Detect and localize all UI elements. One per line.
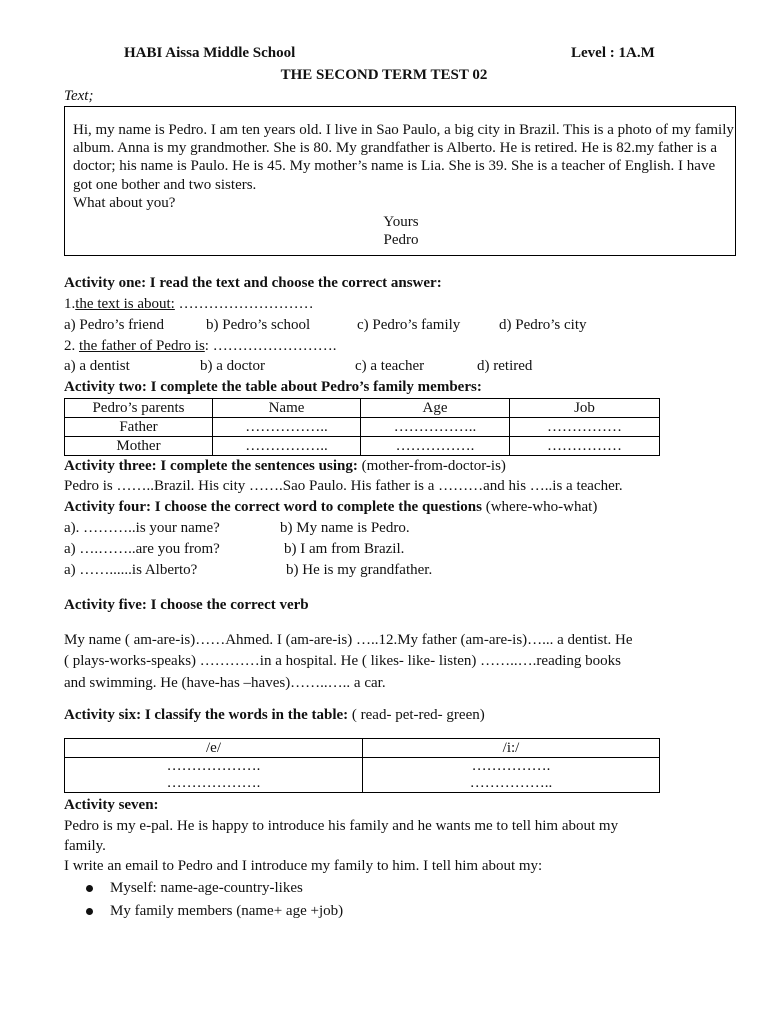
test-title: THE SECOND TERM TEST 02	[280, 67, 488, 83]
table-row	[65, 418, 660, 437]
a4-answer-2: b) I am from Brazil.	[284, 541, 405, 557]
table-row	[65, 758, 660, 793]
q2-dots: : …………………….	[204, 338, 337, 354]
a4-answer-3: b) He is my grandfather.	[286, 562, 433, 578]
header-parents: Pedro’s parents	[65, 399, 213, 418]
row-label-mother: Mother	[65, 437, 213, 456]
activity-seven-title: Activity seven:	[64, 797, 159, 813]
mother-age-blank: …………….	[361, 437, 510, 456]
activity-one-title: Activity one: I read the text and choose the correct answer:	[64, 275, 442, 291]
row-label-father: Father	[65, 418, 213, 437]
a4-question-3: a) ……......is Alberto?	[64, 562, 198, 578]
reading-closing: Yours	[383, 214, 419, 230]
q1-option-a: a) Pedro’s friend	[64, 317, 164, 333]
q1-number: 1.	[64, 296, 76, 312]
activity-four-heading	[64, 498, 597, 516]
a5-line-1: My name ( am-are-is)……Ahmed. I (am-are-is) …..12.My father (am-are-is)…... a dentist. He	[64, 632, 633, 648]
header-job: Job	[510, 399, 660, 418]
header-e-sound: /e/	[65, 739, 363, 758]
a5-line-3: and swimming. He (have-has –haves)……..….. a car.	[64, 675, 386, 691]
a7-intro-line-2: family.	[64, 838, 106, 854]
a4-question-1: a). ………..is your name?	[64, 520, 220, 536]
activity-four-title: Activity four: I choose the correct word to complete the questions	[64, 499, 482, 515]
a4-question-2: a) ….……..are you from?	[64, 541, 220, 557]
family-members-table	[64, 398, 660, 456]
activity-one-q1	[64, 295, 314, 313]
a7-intro-line-1: Pedro is my e-pal. He is happy to introduce his family and he wants me to tell him about my	[64, 818, 619, 834]
a7-bullet-2: My family members (name+ age +job)	[110, 903, 344, 919]
reading-text-box	[64, 106, 736, 256]
q2-number: 2.	[64, 338, 79, 354]
i-blank-1: …………….	[471, 758, 551, 774]
q1-dots: ………………………	[174, 296, 314, 312]
mother-job-blank: ……………	[510, 437, 660, 456]
header-age: Age	[361, 399, 510, 418]
q2-option-c: c) a teacher	[355, 358, 425, 374]
q2-option-d: d) retired	[477, 358, 533, 374]
q2-label: the father of Pedro is	[79, 338, 205, 354]
q1-option-d: d) Pedro’s city	[499, 317, 587, 333]
q2-option-a: a) a dentist	[64, 358, 130, 374]
table-header-row	[65, 399, 660, 418]
activity-six-title: Activity six: I classify the words in the table:	[64, 707, 349, 723]
q1-option-c: c) Pedro’s family	[357, 317, 461, 333]
q2-option-b: b) a doctor	[200, 358, 265, 374]
i-blank-2: ……………..	[469, 775, 553, 791]
mother-name-blank: ……………..	[213, 437, 361, 456]
a7-instruction: I write an email to Pedro and I introduce my family to him. I tell him about my:	[64, 858, 543, 874]
i-sound-cell	[363, 758, 660, 793]
e-sound-cell	[65, 758, 363, 793]
bullet-icon	[86, 908, 93, 915]
activity-three-words: (mother-from-doctor-is)	[357, 458, 506, 474]
header-i-sound: /i:/	[363, 739, 660, 758]
header-name: Name	[213, 399, 361, 418]
a4-answer-1: b) My name is Pedro.	[280, 520, 410, 536]
activity-three-heading	[64, 457, 506, 475]
activity-two-title: Activity two: I complete the table about Pedro’s family members:	[64, 379, 482, 395]
activity-six-heading	[64, 706, 485, 724]
text-label: Text;	[64, 88, 94, 104]
e-blank-2: ……………….	[166, 775, 261, 791]
bullet-icon	[86, 885, 93, 892]
father-job-blank: ……………	[510, 418, 660, 437]
sounds-table	[64, 738, 660, 793]
q1-option-b: b) Pedro’s school	[206, 317, 311, 333]
activity-four-words: (where-who-what)	[481, 499, 598, 515]
activity-three-sentence: Pedro is ……..Brazil. His city …….Sao Paulo. His father is a ………and his …..is a teacher.	[64, 478, 623, 494]
activity-five-title: Activity five: I choose the correct verb	[64, 597, 309, 613]
level-label: Level : 1A.M	[571, 45, 655, 61]
table-row	[65, 437, 660, 456]
activity-three-title: Activity three: I complete the sentences using:	[64, 458, 358, 474]
school-name: HABI Aissa Middle School	[124, 45, 296, 61]
sounds-header-row	[65, 739, 660, 758]
a7-bullet-1: Myself: name-age-country-likes	[110, 880, 303, 896]
father-name-blank: ……………..	[213, 418, 361, 437]
a5-line-2: ( plays-works-speaks) …………in a hospital. He ( likes- like- listen) ……..….reading books	[64, 653, 621, 669]
reading-paragraph: Hi, my name is Pedro. I am ten years old. I live in Sao Paulo, a big city in Brazil. This is a photo of my family album. Anna is my grandmother. She is 80. My grandfather is Alberto. He is retired. He is 82.my father is a doctor; his name is Paulo. He is 45. My mother’s name is Lia. She is 39. She is a teacher of English. I have got one bother and two sisters.	[73, 122, 734, 193]
e-blank-1: ……………….	[166, 758, 261, 774]
activity-six-words: ( read- pet-red- green)	[348, 707, 485, 723]
father-age-blank: ……………..	[361, 418, 510, 437]
q1-label: the text is about:	[75, 296, 175, 312]
reading-question: What about you?	[73, 195, 176, 211]
activity-one-q2	[64, 337, 336, 355]
reading-signature: Pedro	[383, 232, 419, 248]
